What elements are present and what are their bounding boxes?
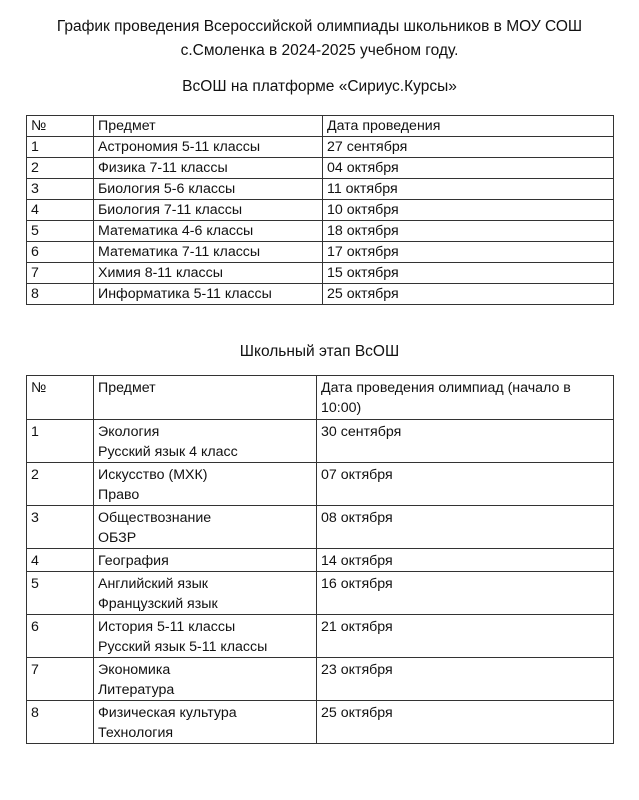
row-number: 2 [27, 158, 94, 179]
row-subject [94, 701, 317, 744]
row-date: 27 сентября [323, 137, 614, 158]
table-row [27, 137, 614, 158]
subject-line: Русский язык 5-11 классы [98, 639, 268, 655]
table-row [27, 549, 614, 572]
subject-line: Экономика [98, 662, 171, 678]
row-date: 14 октября [317, 549, 614, 572]
subject-line: История 5-11 классы [98, 619, 236, 635]
row-subject: Математика 7-11 классы [94, 242, 323, 263]
row-number: 4 [27, 549, 94, 572]
column-header-number: № [27, 376, 94, 420]
subject-line: Обществознание [98, 510, 212, 526]
document-title-line1: График проведения Всероссийской олимпиады школьников в МОУ СОШ [56, 18, 583, 35]
table-row [27, 658, 614, 701]
row-subject: Биология 7-11 классы [94, 200, 323, 221]
subject-line: Французский язык [98, 596, 218, 612]
row-subject [94, 615, 317, 658]
row-subject [94, 549, 317, 572]
subject-line: Технология [98, 725, 174, 741]
table-row [27, 506, 614, 549]
row-subject [94, 420, 317, 463]
table-row [27, 463, 614, 506]
row-date: 16 октября [317, 572, 614, 615]
table-row [27, 221, 614, 242]
subject-line: Искусство (МХК) [98, 467, 208, 483]
table-row [27, 179, 614, 200]
table-row [27, 615, 614, 658]
subject-line: Экология [98, 424, 160, 440]
row-date: 23 октября [317, 658, 614, 701]
row-number: 7 [27, 263, 94, 284]
sirius-schedule-table [26, 115, 614, 305]
row-subject [94, 463, 317, 506]
row-date: 30 сентября [317, 420, 614, 463]
row-subject: Информатика 5-11 классы [94, 284, 323, 305]
row-date: 21 октября [317, 615, 614, 658]
table-row [27, 420, 614, 463]
row-number: 3 [27, 179, 94, 200]
row-number: 4 [27, 200, 94, 221]
table-row [27, 263, 614, 284]
row-date: 07 октября [317, 463, 614, 506]
subject-line: Право [98, 487, 140, 503]
table-row [27, 572, 614, 615]
row-number: 5 [27, 572, 94, 615]
row-number: 1 [27, 137, 94, 158]
row-date: 11 октября [323, 179, 614, 200]
subject-line: Английский язык [98, 576, 208, 592]
row-date: 17 октября [323, 242, 614, 263]
row-date: 10 октября [323, 200, 614, 221]
row-subject [94, 572, 317, 615]
row-number: 6 [27, 615, 94, 658]
table-header-row [27, 116, 614, 137]
subject-line: ОБЗР [98, 530, 137, 546]
column-header-subject: Предмет [94, 376, 317, 420]
column-header-subject: Предмет [94, 116, 323, 137]
row-date: 15 октября [323, 263, 614, 284]
table-row [27, 200, 614, 221]
row-subject: Биология 5-6 классы [94, 179, 323, 200]
row-date: 04 октября [323, 158, 614, 179]
column-header-date: Дата проведения [323, 116, 614, 137]
table-header-row [27, 376, 614, 420]
row-number: 8 [27, 701, 94, 744]
subject-line: Русский язык 4 класс [98, 444, 238, 460]
subject-line: Литература [98, 682, 175, 698]
table-row [27, 701, 614, 744]
subject-line: Физическая культура [98, 705, 237, 721]
subject-line: География [98, 553, 169, 569]
row-number: 5 [27, 221, 94, 242]
row-date: 18 октября [323, 221, 614, 242]
row-number: 2 [27, 463, 94, 506]
row-subject [94, 506, 317, 549]
row-date: 08 октября [317, 506, 614, 549]
row-number: 6 [27, 242, 94, 263]
row-number: 3 [27, 506, 94, 549]
table-row [27, 158, 614, 179]
row-subject: Астрономия 5-11 классы [94, 137, 323, 158]
row-date: 25 октября [317, 701, 614, 744]
table-row [27, 284, 614, 305]
row-subject: Химия 8-11 классы [94, 263, 323, 284]
row-subject: Физика 7-11 классы [94, 158, 323, 179]
row-subject [94, 658, 317, 701]
document-title-line2: с.Смоленка в 2024-2025 учебном году. [180, 42, 459, 59]
row-number: 1 [27, 420, 94, 463]
row-number: 7 [27, 658, 94, 701]
row-subject: Математика 4-6 классы [94, 221, 323, 242]
row-date: 25 октября [323, 284, 614, 305]
section1-title: ВсОШ на платформе «Сириус.Курсы» [182, 78, 457, 95]
column-header-number: № [27, 116, 94, 137]
school-stage-schedule-table [26, 375, 614, 744]
row-number: 8 [27, 284, 94, 305]
section2-title: Школьный этап ВсОШ [239, 343, 400, 360]
column-header-date: Дата проведения олимпиад (начало в 10:00) [317, 376, 614, 420]
table-row [27, 242, 614, 263]
